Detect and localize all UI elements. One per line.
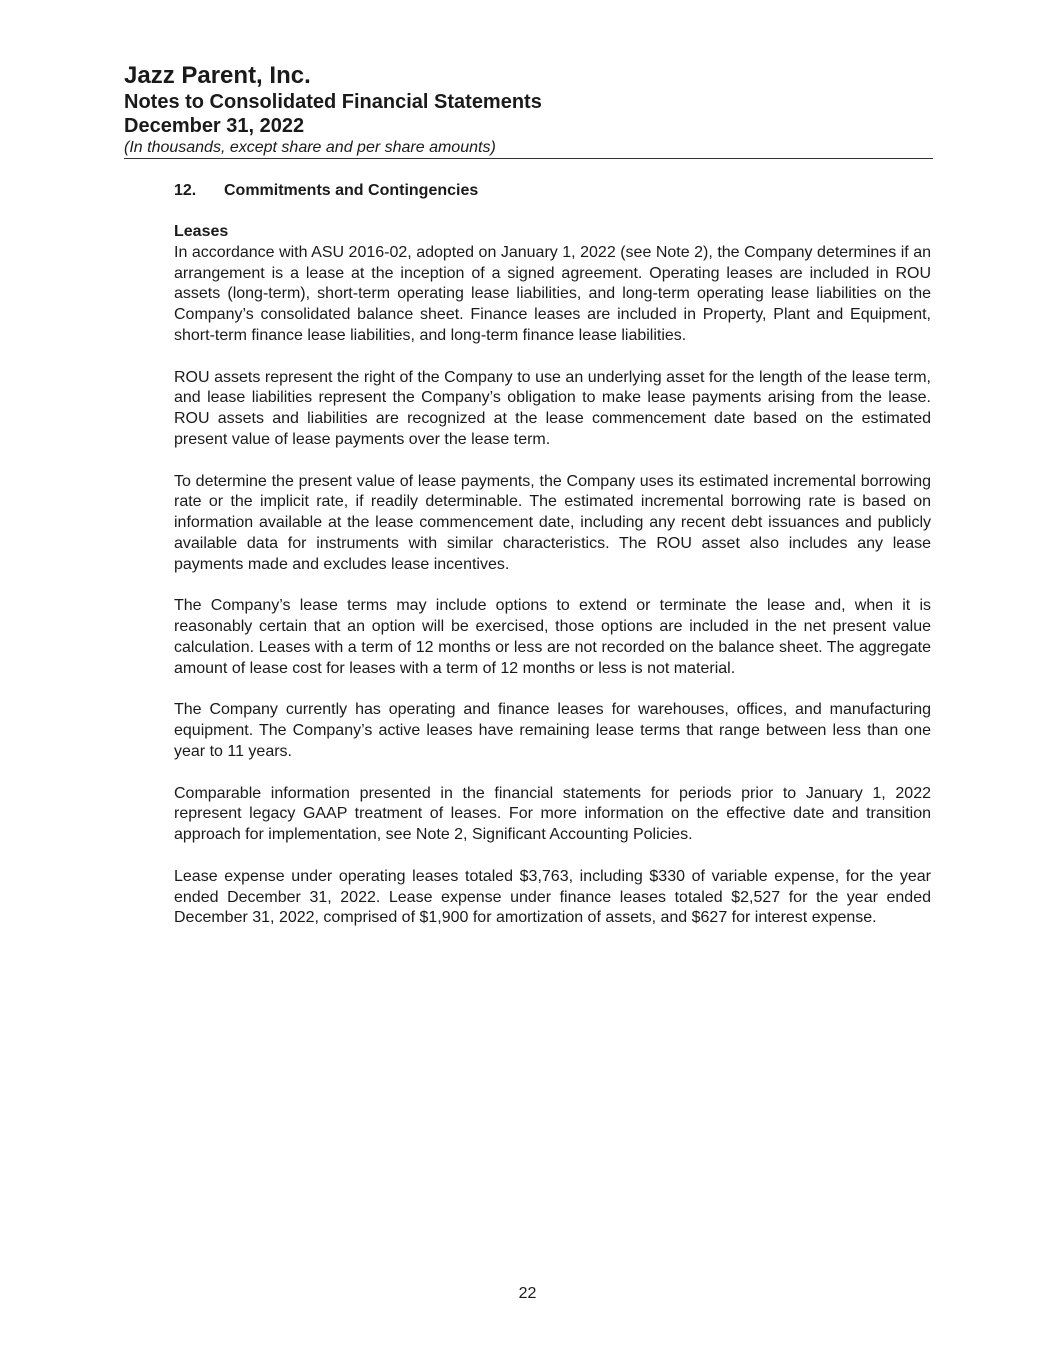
section-number: 12. bbox=[174, 182, 197, 199]
page-header bbox=[124, 62, 933, 158]
statement-date: December 31, 2022 bbox=[124, 115, 305, 137]
units-note: (In thousands, except share and per share amounts) bbox=[124, 139, 496, 156]
paragraph: ROU assets represent the right of the Company to use an underlying asset for the length of the lease term, and lease liabilities represent the Company’s obligation to make lease payments arising from the lease. ROU assets and liabilities are recognized at the lease commencement date based on the estimated present value of lease payments over the lease term. bbox=[174, 368, 931, 448]
company-name: Jazz Parent, Inc. bbox=[124, 62, 311, 89]
paragraph: The Company currently has operating and finance leases for warehouses, offices, and manufacturing equipment. The Company’s active leases have remaining lease terms that range between less than one year to 11 years. bbox=[174, 701, 931, 760]
section-heading bbox=[174, 180, 931, 202]
note-body bbox=[174, 180, 931, 950]
paragraph: Comparable information presented in the financial statements for periods prior to January 1, 2022 represent legacy GAAP treatment of leases. For more information on the effective date and transition approach for implementation, see Note 2, Significant Accounting Policies. bbox=[174, 784, 931, 844]
paragraph: Lease expense under operating leases totaled $3,763, including $330 of variable expense, for the year ended December 31, 2022. Lease expense under finance leases totaled $2,527 for the year ended December 31, 2022, comprised of $1,900 for amortization of assets, and $627 for interest expense. bbox=[174, 867, 931, 927]
document-title: Notes to Consolidated Financial Statements bbox=[124, 91, 542, 113]
leases-heading: Leases bbox=[174, 223, 229, 240]
header-divider bbox=[124, 158, 933, 159]
section-title: Commitments and Contingencies bbox=[224, 182, 479, 199]
paragraph: The Company’s lease terms may include options to extend or terminate the lease and, when it is reasonably certain that an option will be exercised, those options are included in the net present value calculation. Leases with a term of 12 months or less are not recorded on the balance sheet. The aggregate amount of lease cost for leases with a term of 12 months or less is not material. bbox=[174, 597, 931, 677]
paragraph: In accordance with ASU 2016-02, adopted on January 1, 2022 (see Note 2), the Company determines if an arrangement is a lease at the inception of a signed agreement. Operating leases are included in ROU assets (long-term), short-term operating lease liabilities, and long-term operating lease liabilities on the Company’s consolidated balance sheet. Finance leases are included in Property, Plant and Equipment, short-term finance lease liabilities, and long-term finance lease liabilities. bbox=[174, 243, 931, 344]
paragraph: To determine the present value of lease payments, the Company uses its estimated incremental borrowing rate or the implicit rate, if readily determinable. The estimated incremental borrowing rate is based on information available at the lease commencement date, including any recent debt issuances and publicly available data for instruments with similar characteristics. The ROU asset also includes any lease payments made and excludes lease incentives. bbox=[174, 472, 931, 573]
page-number: 22 bbox=[518, 1285, 537, 1302]
